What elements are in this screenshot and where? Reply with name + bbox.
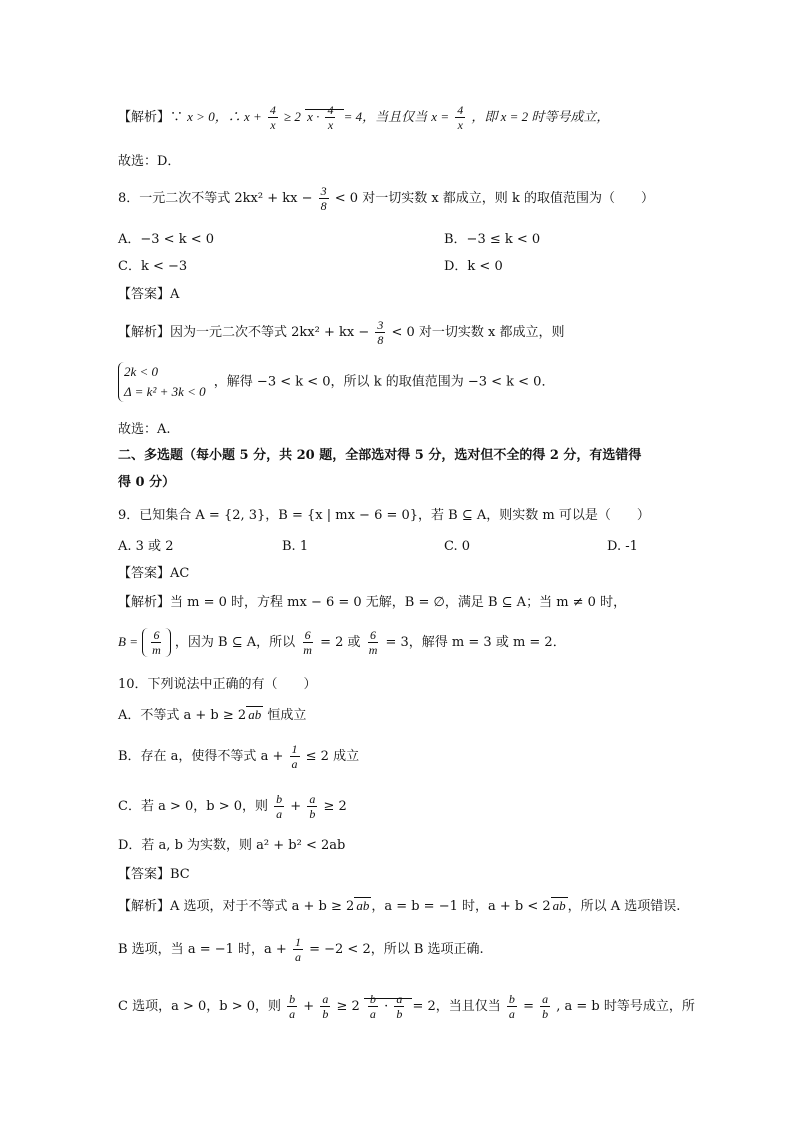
section-heading-cont: 得 0 分） [118, 475, 176, 490]
q9-option-c: C. 0 [444, 539, 471, 554]
q8-option-d: D．k < 0 [444, 259, 503, 274]
equation-system: 2k < 0 Δ = k² + 3k < 0 [118, 362, 206, 402]
q8-analysis-line2: 2k < 0 Δ = k² + 3k < 0 ，解得 −3 < k < 0，所以 k 的取值范围为 −3 < k < 0． [118, 362, 688, 402]
q10-analysis-line1: 【解析】A 选项，对于不等式 a + b ≥ 2 ab ，a = b = −1 时，a + b < 2 ab ，所以 A 选项错误. [118, 898, 681, 914]
q9-option-a: A. 3 或 2 [118, 539, 174, 554]
q8-choice: 故选：A. [118, 422, 171, 437]
q10-analysis-line2: B 选项，当 a = −1 时，a + $\frac{1}{a}$ = −2 < 2，所以 B 选项正确. [118, 935, 484, 964]
q9-option-b: B. 1 [282, 539, 309, 554]
q10-analysis-line3: C 选项，a > 0，b > 0，则 $\frac{b}{a}$ + $\frac{a}{b}$ ≥ 2 $\frac{b}{a}$ · $\frac{a}{b}$ = 2，当且仅当 $\frac{b}{a}$ = $\frac{a}{b}$ , a = b 时等号成立，所 [118, 992, 695, 1021]
set-braces: $\frac{6}{m}$ [142, 628, 171, 657]
sqrt-expression: x · $\frac{4}{x}$ [305, 109, 344, 125]
sqrt-expression: $\frac{b}{a}$ · $\frac{a}{b}$ [364, 998, 413, 1014]
q8-option-c: C．k < −3 [118, 259, 188, 274]
q9-analysis-line1: 【解析】当 m = 0 时，方程 mx − 6 = 0 无解，B = ∅，满足 B ⊆ A；当 m ≠ 0 时， [118, 595, 627, 610]
q8-option-b: B．−3 ≤ k < 0 [444, 232, 541, 247]
q10-answer: 【答案】BC [118, 867, 190, 882]
q8-analysis-line1: 【解析】因为一元二次不等式 2kx² + kx − $\frac{3}{8}$ < 0 对一切实数 x 都成立，则 [118, 318, 565, 347]
q10-option-b: B．存在 a，使得不等式 a + $\frac{1}{a}$ ≤ 2 成立 [118, 742, 360, 771]
q10-option-a: A．不等式 a + b ≥ 2 ab 恒成立 [118, 707, 307, 723]
q9-answer: 【答案】AC [118, 566, 190, 581]
q9-analysis-line2: B = $\frac{6}{m}$ ，因为 B ⊆ A，所以 $\frac{6}{m}$ = 2 或 $\frac{6}{m}$ = 3，解得 m = 3 或 m = 2． [118, 628, 566, 657]
q8-stem: 8．一元二次不等式 2kx² + kx − $\frac{3}{8}$ < 0 对一切实数 x 都成立，则 k 的取值范围为（ ） [118, 184, 654, 213]
q10-stem: 10．下列说法中正确的有（ ） [118, 677, 317, 692]
q7-analysis-line: 【解析】∵ x > 0，∴ x + $\frac{4}{x}$ ≥ 2 x · $\frac{4}{x}$ = 4，当且仅当 x = $\frac{4}{x}$ ，即 x = 2 时等号成立， [118, 103, 610, 132]
q8-option-a: A．−3 < k < 0 [118, 232, 215, 247]
q10-option-c: C．若 a > 0，b > 0，则 $\frac{b}{a}$ + $\frac{a}{b}$ ≥ 2 [118, 792, 347, 821]
analysis-label: 【解析】∵ [118, 110, 184, 125]
q10-option-d: D．若 a, b 为实数，则 a² + b² < 2ab [118, 838, 346, 853]
q9-stem: 9．已知集合 A = {2, 3}，B = {x | mx − 6 = 0}，若 B ⊆ A，则实数 m 可以是（ ） [118, 508, 650, 523]
q8-answer: 【答案】A [118, 287, 180, 302]
q9-option-d: D. -1 [607, 539, 638, 554]
section-heading: 二、多选题（每小题 5 分，共 20 题，全部选对得 5 分，选对但不全的得 2 分，有选错得 [118, 448, 642, 463]
q7-choice: 故选：D． [118, 154, 181, 169]
fraction: $\frac{4}{x}$ [269, 103, 276, 132]
